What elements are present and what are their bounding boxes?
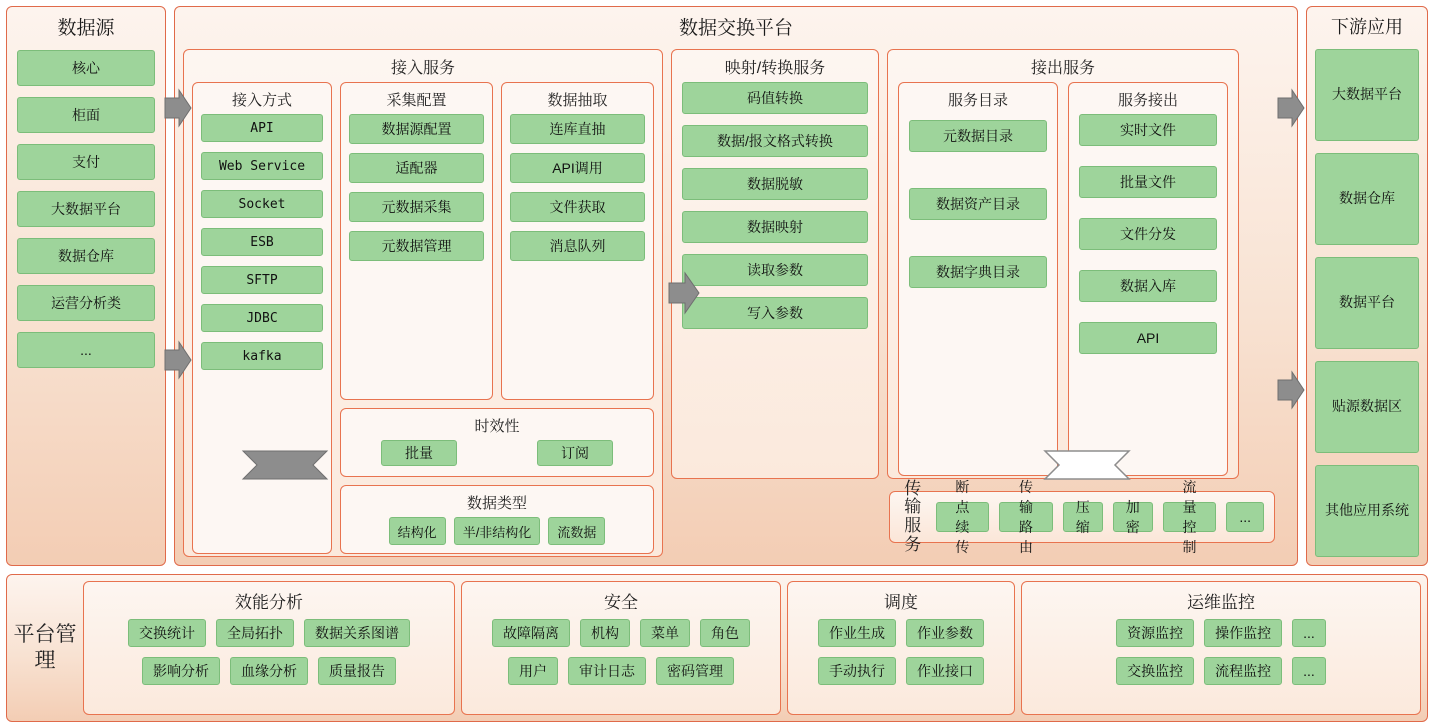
- collect-config-title: 采集配置: [386, 92, 447, 109]
- list-item[interactable]: 文件获取: [510, 192, 645, 222]
- mapping-service-group: [671, 49, 879, 479]
- list-item[interactable]: 菜单: [640, 619, 690, 647]
- mgmt-group-schedule: [787, 581, 1015, 715]
- list-item[interactable]: 数据/报文格式转换: [682, 125, 868, 157]
- list-item[interactable]: JDBC: [201, 304, 323, 332]
- service-deliver-box: [1068, 82, 1228, 476]
- mgmt-group-title: 调度: [884, 593, 918, 612]
- list-item[interactable]: 审计日志: [568, 657, 646, 685]
- list-item[interactable]: ...: [17, 332, 155, 368]
- collect-config-box: [340, 82, 493, 400]
- exchange-platform-panel: [174, 6, 1298, 566]
- top-section: [6, 6, 1428, 566]
- access-service-title: 接入服务: [390, 60, 455, 77]
- downstream-title: 下游应用: [1331, 17, 1403, 37]
- mgmt-group-title: 运维监控: [1187, 593, 1255, 612]
- list-item[interactable]: 断点续传: [936, 502, 990, 532]
- platform-management-panel: [6, 574, 1428, 722]
- list-item[interactable]: 元数据目录: [909, 120, 1047, 152]
- list-item[interactable]: 用户: [508, 657, 558, 685]
- list-item[interactable]: ...: [1292, 657, 1326, 685]
- timeliness-box: [340, 408, 654, 477]
- list-item[interactable]: ESB: [201, 228, 323, 256]
- list-item[interactable]: 数据平台: [1315, 257, 1419, 349]
- list-item[interactable]: Web Service: [201, 152, 323, 180]
- list-item[interactable]: 交换统计: [128, 619, 206, 647]
- list-item[interactable]: 大数据平台: [17, 191, 155, 227]
- downstream-panel: [1306, 6, 1428, 566]
- list-item[interactable]: 订阅: [537, 440, 613, 466]
- list-item[interactable]: SFTP: [201, 266, 323, 294]
- list-item[interactable]: API: [201, 114, 323, 142]
- list-item[interactable]: 机构: [580, 619, 630, 647]
- list-item[interactable]: 半/非结构化: [454, 517, 541, 545]
- list-item[interactable]: 数据脱敏: [682, 168, 868, 200]
- arrow-right-icon: [1276, 88, 1306, 128]
- service-deliver-title: 服务接出: [1117, 92, 1178, 109]
- list-item[interactable]: 数据源配置: [349, 114, 484, 144]
- list-item[interactable]: 加密: [1113, 502, 1153, 532]
- list-item[interactable]: 影响分析: [142, 657, 220, 685]
- mgmt-group-title: 安全: [604, 593, 638, 612]
- list-item[interactable]: 故障隔离: [492, 619, 570, 647]
- list-item[interactable]: 适配器: [349, 153, 484, 183]
- output-service-title: 接出服务: [1030, 60, 1095, 77]
- list-item[interactable]: 作业接口: [906, 657, 984, 685]
- list-item[interactable]: 元数据采集: [349, 192, 484, 222]
- list-item[interactable]: 运营分析类: [17, 285, 155, 321]
- list-item[interactable]: 作业生成: [818, 619, 896, 647]
- list-item[interactable]: 传输路由: [999, 502, 1053, 532]
- data-extract-title: 数据抽取: [547, 92, 608, 109]
- list-item[interactable]: 核心: [17, 50, 155, 86]
- list-item[interactable]: 操作监控: [1204, 619, 1282, 647]
- arrow-down-icon: [241, 449, 329, 481]
- list-item[interactable]: 支付: [17, 144, 155, 180]
- list-item[interactable]: 批量文件: [1079, 166, 1217, 198]
- platform-management-label: 平台管理: [13, 622, 77, 672]
- arrow-right-icon: [1276, 370, 1306, 410]
- list-item[interactable]: 读取参数: [682, 254, 868, 286]
- list-item[interactable]: kafka: [201, 342, 323, 370]
- list-item[interactable]: 码值转换: [682, 82, 868, 114]
- list-item[interactable]: 贴源数据区: [1315, 361, 1419, 453]
- list-item[interactable]: 连库直抽: [510, 114, 645, 144]
- arrow-up-icon: [1043, 449, 1131, 481]
- list-item[interactable]: 结构化: [389, 517, 446, 545]
- mgmt-group-monitoring: [1021, 581, 1421, 715]
- list-item[interactable]: 质量报告: [318, 657, 396, 685]
- list-item[interactable]: 数据资产目录: [909, 188, 1047, 220]
- arrow-right-icon: [163, 340, 193, 380]
- downstream-list: [1307, 43, 1427, 565]
- list-item[interactable]: 压缩: [1063, 502, 1103, 532]
- list-item[interactable]: 交换监控: [1116, 657, 1194, 685]
- transport-service-label: 传输服务: [904, 478, 922, 554]
- mgmt-group-title: 效能分析: [235, 593, 303, 612]
- list-item[interactable]: 全局拓扑: [216, 619, 294, 647]
- list-item[interactable]: 消息队列: [510, 231, 645, 261]
- list-item[interactable]: 数据入库: [1079, 270, 1217, 302]
- access-method-title: 接入方式: [231, 92, 292, 109]
- list-item[interactable]: 流数据: [548, 517, 605, 545]
- list-item[interactable]: ...: [1226, 502, 1264, 532]
- list-item[interactable]: 作业参数: [906, 619, 984, 647]
- list-item[interactable]: 资源监控: [1116, 619, 1194, 647]
- list-item[interactable]: 数据关系图谱: [304, 619, 410, 647]
- list-item[interactable]: 数据仓库: [17, 238, 155, 274]
- output-service-group: [887, 49, 1239, 479]
- access-method-box: [192, 82, 332, 554]
- mgmt-group-security: [461, 581, 781, 715]
- service-catalog-box: [898, 82, 1058, 476]
- list-item[interactable]: 柜面: [17, 97, 155, 133]
- list-item[interactable]: 写入参数: [682, 297, 868, 329]
- list-item[interactable]: 批量: [381, 440, 457, 466]
- arrow-right-icon: [667, 271, 701, 315]
- arrow-right-icon: [163, 88, 193, 128]
- list-item[interactable]: 密码管理: [656, 657, 734, 685]
- list-item[interactable]: 实时文件: [1079, 114, 1217, 146]
- list-item[interactable]: 元数据管理: [349, 231, 484, 261]
- list-item[interactable]: 数据字典目录: [909, 256, 1047, 288]
- list-item[interactable]: API调用: [510, 153, 645, 183]
- mgmt-group-performance: [83, 581, 455, 715]
- transport-service-group: [889, 478, 1275, 555]
- list-item[interactable]: 手动执行: [818, 657, 896, 685]
- list-item[interactable]: 文件分发: [1079, 218, 1217, 250]
- list-item[interactable]: 血缘分析: [230, 657, 308, 685]
- platform-body: [183, 49, 1289, 557]
- list-item[interactable]: 其他应用系统: [1315, 465, 1419, 557]
- timeliness-title: 时效性: [474, 418, 520, 435]
- list-item[interactable]: 流量控制: [1163, 502, 1217, 532]
- list-item[interactable]: 数据仓库: [1315, 153, 1419, 245]
- list-item[interactable]: 流程监控: [1204, 657, 1282, 685]
- data-source-title: 数据源: [57, 18, 115, 39]
- platform-title: 数据交换平台: [678, 18, 793, 39]
- data-type-box: [340, 485, 654, 554]
- list-item[interactable]: 数据映射: [682, 211, 868, 243]
- data-type-title: 数据类型: [466, 495, 527, 512]
- data-source-panel: [6, 6, 166, 566]
- list-item[interactable]: API: [1079, 322, 1217, 354]
- list-item[interactable]: 角色: [700, 619, 750, 647]
- list-item[interactable]: Socket: [201, 190, 323, 218]
- data-source-list: [7, 44, 165, 378]
- list-item[interactable]: ...: [1292, 619, 1326, 647]
- mapping-service-title: 映射/转换服务: [724, 60, 826, 77]
- service-catalog-title: 服务目录: [947, 92, 1008, 109]
- list-item[interactable]: 大数据平台: [1315, 49, 1419, 141]
- data-extract-box: [501, 82, 654, 400]
